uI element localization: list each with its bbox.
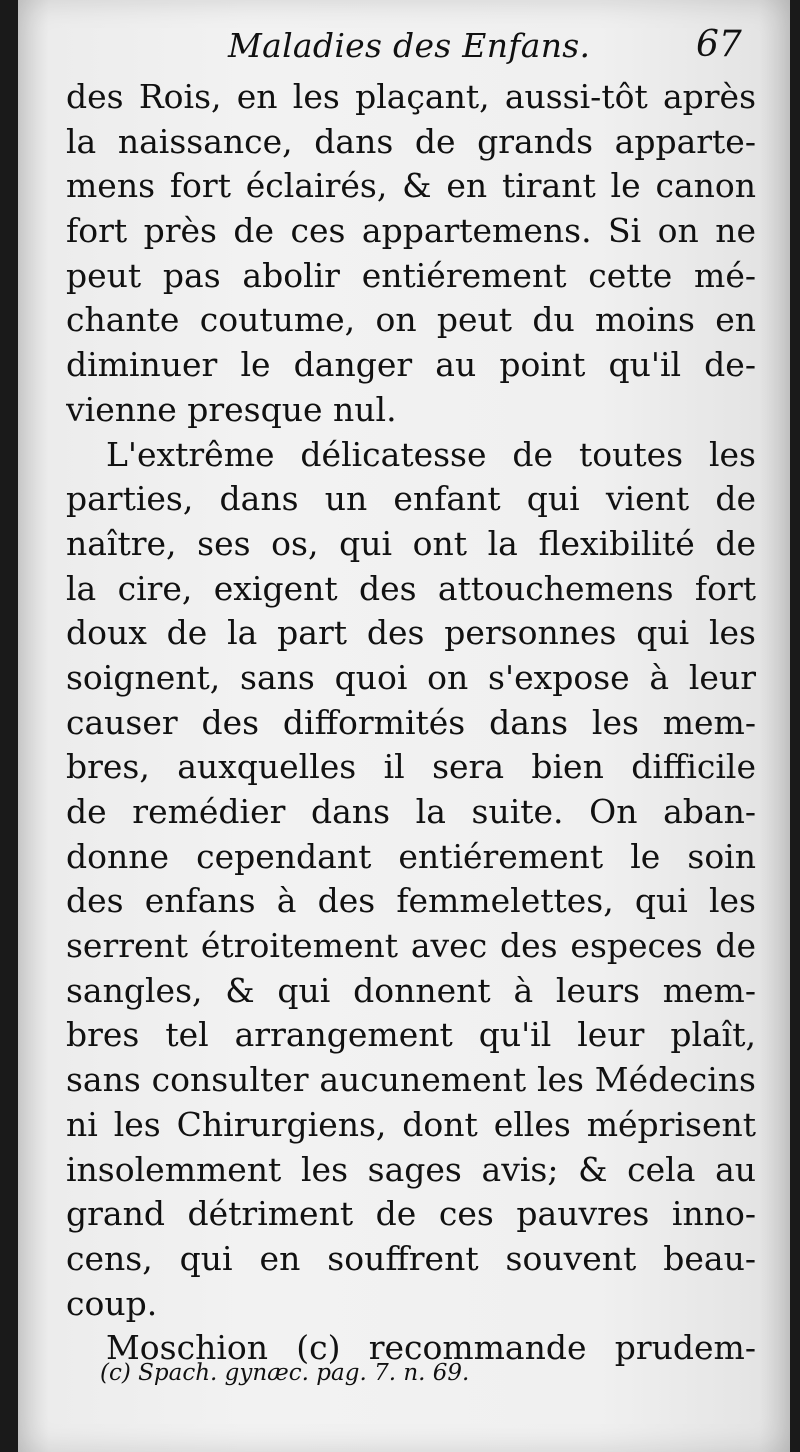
running-title: Maladies des Enfans. — [228, 26, 591, 65]
text-line: la naissance, dans de grands apparte- — [66, 121, 756, 161]
text-line: sans consulter aucunement les Médecins — [66, 1060, 756, 1100]
text-line: grand détriment de ces pauvres inno- — [66, 1194, 756, 1234]
text-line: bres tel arrangement qu'il leur plaît, — [66, 1015, 756, 1055]
text-line: bres, auxquelles il sera bien difficile — [66, 747, 756, 787]
text-line: sangles, & qui donnent à leurs mem- — [66, 970, 756, 1010]
text-line: diminuer le danger au point qu'il de- — [66, 345, 756, 385]
text-line: la cire, exigent des attouchemens fort — [66, 568, 756, 608]
text-line: cens, qui en souffrent souvent beau- — [66, 1238, 756, 1278]
text-line: fort près de ces appartemens. Si on ne — [66, 211, 756, 251]
text-line: de remédier dans la suite. On aban- — [66, 792, 756, 831]
text-line: soignent, sans quoi on s'expose à leur — [66, 657, 756, 697]
text-line: ni les Chirurgiens, dont elles méprisent — [66, 1104, 756, 1144]
page-number: 67 — [696, 24, 742, 65]
paragraph-start-line: L'extrême délicatesse de toutes les — [106, 434, 756, 474]
text-line: mens fort éclairés, & en tirant le canon — [66, 166, 756, 206]
text-line: donne cependant entiérement le soin — [66, 836, 756, 876]
book-page — [18, 0, 790, 1452]
text-line: serrent étroitement avec des especes de — [66, 926, 756, 966]
page-header — [18, 14, 790, 74]
text-line: doux de la part des personnes qui les — [66, 613, 756, 653]
text-line: chante coutume, on peut du moins en — [66, 300, 756, 340]
text-line: des enfans à des femmelettes, qui les — [66, 881, 756, 921]
text-line: peut pas abolir entiérement cette mé- — [66, 255, 756, 295]
text-line: des Rois, en les plaçant, aussi-tôt après — [66, 77, 756, 116]
body-text — [66, 75, 756, 1371]
text-line: coup. — [66, 1283, 158, 1323]
text-line: causer des difformités dans les mem- — [66, 702, 756, 742]
text-line: insolemment les sages avis; & cela au — [66, 1149, 756, 1189]
footnote: (c) Spach. gynæc. pag. 7. n. 69. — [100, 1360, 470, 1386]
text-line: vienne presque nul. — [66, 389, 397, 429]
paragraph-start-line: Moschion (c) recommande prudem- — [106, 1328, 756, 1368]
text-line: naître, ses os, qui ont la flexibilité de — [66, 523, 756, 563]
text-line: parties, dans un enfant qui vient de — [66, 479, 756, 519]
